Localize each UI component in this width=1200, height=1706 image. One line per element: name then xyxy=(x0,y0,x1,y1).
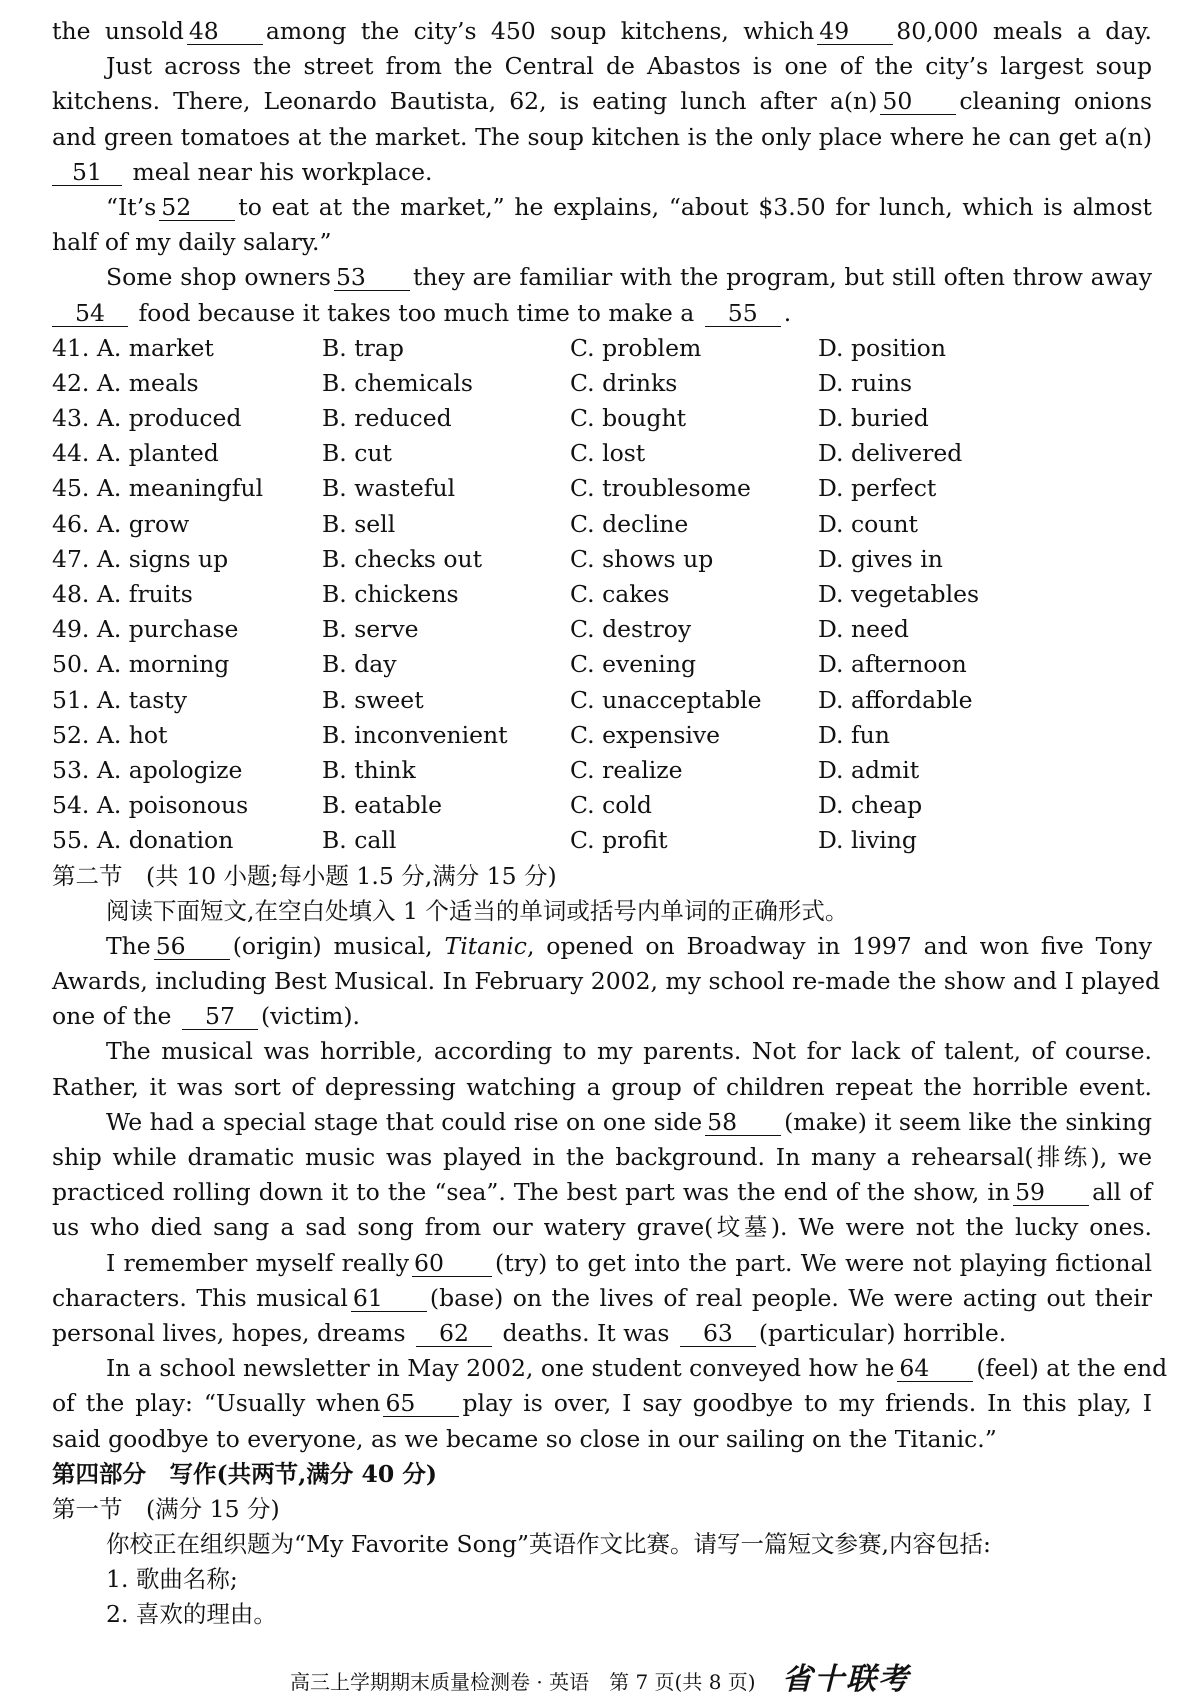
text: one of the xyxy=(52,1002,172,1031)
text: . xyxy=(783,298,792,327)
option-c: C. decline xyxy=(570,509,689,538)
option-row xyxy=(52,471,1152,506)
option-b: B. eatable xyxy=(322,791,443,820)
option-row xyxy=(52,612,1152,647)
passage-line: The musical was horrible, according to my parents. Not for lack of talent, of course. xyxy=(106,1037,1152,1066)
option-row xyxy=(52,436,1152,471)
text: personal lives, hopes, dreams xyxy=(52,1318,406,1347)
option-d: D. perfect xyxy=(818,474,937,503)
passage-line xyxy=(52,84,1152,119)
option-b: B. reduced xyxy=(322,404,452,433)
option-d: D. afternoon xyxy=(818,650,967,679)
option-c: C. destroy xyxy=(570,615,692,644)
blank-56: 56 xyxy=(154,933,230,960)
option-row xyxy=(52,753,1152,788)
text: they are familiar with the program, but still often throw away xyxy=(412,263,1152,292)
passage-line xyxy=(52,1316,1152,1351)
footer-text: 高三上学期期末质量检测卷 · 英语 第 7 页(共 8 页) xyxy=(290,1670,756,1694)
option-a: 54. A. poisonous xyxy=(52,791,249,820)
passage-line: us who died sang a sad song from our watery grave(坟墓). We were not the lucky ones. xyxy=(52,1213,1152,1242)
option-c: C. problem xyxy=(570,333,702,362)
text: practiced rolling down it to the “sea”. The best part was the end of the show, in xyxy=(52,1178,1011,1207)
text: the unsold xyxy=(52,17,184,45)
text: to eat at the market,” he explains, “about $3.50 for lunch, which is almost xyxy=(238,192,1152,221)
option-a: 51. A. tasty xyxy=(52,685,187,714)
option-a: 46. A. grow xyxy=(52,509,190,538)
option-a: 47. A. signs up xyxy=(52,544,229,573)
blank-60: 60 xyxy=(412,1250,492,1277)
option-row xyxy=(52,683,1152,718)
option-b: B. cut xyxy=(322,439,392,468)
passage-line: said goodbye to everyone, as we became so close in our sailing on the Titanic.” xyxy=(52,1424,997,1453)
blank-51: 51 xyxy=(52,159,122,186)
option-c: C. realize xyxy=(570,755,683,784)
passage-line xyxy=(52,1281,1152,1316)
option-d: D. count xyxy=(818,509,918,538)
option-b: B. think xyxy=(322,755,416,784)
text: kitchens. There, Leonardo Bautista, 62, is eating lunch after a(n) xyxy=(52,87,878,116)
option-a: 45. A. meaningful xyxy=(52,474,264,503)
option-row xyxy=(52,401,1152,436)
option-c: C. unacceptable xyxy=(570,685,762,714)
text: play is over, I say goodbye to my friends. In this play, I xyxy=(462,1389,1152,1418)
text: “It’s xyxy=(106,192,157,221)
option-row xyxy=(52,788,1152,823)
blank-48: 48 xyxy=(187,18,263,45)
text: (victim). xyxy=(260,1002,360,1031)
text: (origin) musical, xyxy=(232,931,433,960)
option-b: B. trap xyxy=(322,333,404,362)
prompt-item: 2. 喜欢的理由。 xyxy=(106,1600,277,1629)
option-d: D. buried xyxy=(818,404,929,433)
option-a: 49. A. purchase xyxy=(52,615,239,644)
option-c: C. expensive xyxy=(570,720,721,749)
text: (try) to get into the part. We were not playing fictional xyxy=(495,1248,1152,1277)
passage-line xyxy=(52,1351,1168,1386)
option-a: 53. A. apologize xyxy=(52,755,243,784)
text: , opened on Broadway in 1997 and won five Tony xyxy=(526,931,1152,960)
blank-61: 61 xyxy=(351,1285,427,1312)
exam-brand-logo: 省十联考 xyxy=(781,1662,910,1697)
text: food because it takes too much time to make a xyxy=(138,298,695,327)
passage-line: and green tomatoes at the market. The soup kitchen is the only place where he can get a(n) xyxy=(52,122,1152,151)
blank-63: 63 xyxy=(680,1320,756,1347)
text: I remember myself really xyxy=(106,1248,410,1277)
option-b: B. serve xyxy=(322,615,419,644)
passage-line xyxy=(52,929,1152,964)
text: (base) on the lives of real people. We were acting out their xyxy=(429,1283,1152,1312)
option-d: D. delivered xyxy=(818,439,963,468)
option-c: C. troublesome xyxy=(570,474,751,503)
passage-line: Rather, it was sort of depressing watching a group of children repeat the horrible event. xyxy=(52,1072,1152,1101)
passage-line xyxy=(52,260,1152,295)
option-a: 43. A. produced xyxy=(52,404,242,433)
option-c: C. shows up xyxy=(570,544,714,573)
passage-line: ship while dramatic music was played in the background. In many a rehearsal(排练), we xyxy=(52,1143,1152,1171)
option-a: 42. A. meals xyxy=(52,368,199,397)
option-a: 52. A. hot xyxy=(52,720,168,749)
option-c: C. bought xyxy=(570,404,687,433)
option-c: C. lost xyxy=(570,439,646,468)
option-row xyxy=(52,718,1152,753)
blank-65: 65 xyxy=(383,1390,459,1417)
text: cleaning onions xyxy=(959,87,1152,116)
option-d: D. vegetables xyxy=(818,580,980,608)
text: In a school newsletter in May 2002, one student conveyed how he xyxy=(106,1354,895,1383)
option-c: C. cold xyxy=(570,791,652,820)
option-d: D. living xyxy=(818,826,917,855)
option-b: B. checks out xyxy=(322,544,483,573)
passage-line xyxy=(52,1246,1152,1281)
option-a: 41. A. market xyxy=(52,333,214,362)
option-row xyxy=(52,331,1152,366)
passage-line xyxy=(52,190,1152,225)
text: 80,000 meals a day. xyxy=(896,17,1152,45)
text: (particular) horrible. xyxy=(758,1318,1007,1347)
blank-53: 53 xyxy=(334,264,410,291)
option-b: B. day xyxy=(322,650,397,679)
prompt-item: 1. 歌曲名称; xyxy=(106,1565,238,1594)
option-row xyxy=(52,366,1152,401)
option-b: B. chemicals xyxy=(322,368,473,397)
text: deaths. It was xyxy=(502,1318,670,1347)
option-a: 44. A. planted xyxy=(52,439,219,468)
passage-line xyxy=(52,999,1152,1034)
option-row xyxy=(52,577,1152,612)
text: (feel) at the end xyxy=(976,1354,1168,1383)
passage-line: half of my daily salary.” xyxy=(52,228,332,257)
text: Some shop owners xyxy=(106,263,331,292)
text: all of xyxy=(1092,1178,1152,1207)
option-c: C. cakes xyxy=(570,580,670,608)
passage-line xyxy=(52,14,1152,49)
passage-line xyxy=(52,1105,1152,1140)
passage-line: Just across the street from the Central de Abastos is one of the city’s largest soup xyxy=(106,52,1152,81)
passage-line xyxy=(52,155,1152,190)
blank-57: 57 xyxy=(182,1003,258,1030)
text: characters. This musical xyxy=(52,1283,348,1312)
passage-line xyxy=(52,296,1152,331)
option-b: B. call xyxy=(322,826,397,855)
passage-line: Awards, including Best Musical. In February 2002, my school re-made the show and I played xyxy=(52,967,1161,996)
text: (make) it seem like the sinking xyxy=(784,1107,1152,1136)
text: among the city’s 450 soup kitchens, which xyxy=(265,17,815,45)
option-b: B. inconvenient xyxy=(322,720,508,749)
option-d: D. position xyxy=(818,333,946,362)
option-c: C. drinks xyxy=(570,368,678,397)
blank-49: 49 xyxy=(817,18,893,45)
text: The xyxy=(106,931,151,960)
text: of the play: “Usually when xyxy=(52,1389,381,1418)
option-d: D. gives in xyxy=(818,544,943,573)
blank-50: 50 xyxy=(880,88,956,115)
option-b: B. wasteful xyxy=(322,474,456,503)
options-list xyxy=(52,331,1152,859)
option-d: D. affordable xyxy=(818,685,973,714)
option-a: 48. A. fruits xyxy=(52,580,193,608)
blank-58: 58 xyxy=(705,1109,781,1136)
option-d: D. fun xyxy=(818,720,890,749)
blank-62: 62 xyxy=(416,1320,492,1347)
option-d: D. need xyxy=(818,615,909,644)
option-d: D. cheap xyxy=(818,791,923,820)
option-b: B. sell xyxy=(322,509,396,538)
option-c: C. evening xyxy=(570,650,697,679)
blank-52: 52 xyxy=(159,194,235,221)
blank-64: 64 xyxy=(897,1355,973,1382)
text: meal near his workplace. xyxy=(132,157,433,186)
blank-54: 54 xyxy=(52,300,128,327)
section-heading: 第二节 (共 10 小题;每小题 1.5 分,满分 15 分) xyxy=(52,861,557,890)
page-footer xyxy=(0,1660,1200,1700)
section-heading: 第一节 (满分 15 分) xyxy=(52,1494,280,1523)
part-heading: 第四部分 写作(共两节,满分 40 分) xyxy=(52,1459,437,1488)
blank-55: 55 xyxy=(705,300,781,327)
option-d: D. ruins xyxy=(818,368,913,397)
passage-line xyxy=(52,1386,1152,1421)
option-b: B. sweet xyxy=(322,685,424,714)
option-a: 50. A. morning xyxy=(52,650,230,679)
passage-line xyxy=(52,1175,1152,1210)
option-a: 55. A. donation xyxy=(52,826,234,855)
blank-59: 59 xyxy=(1013,1179,1089,1206)
option-row xyxy=(52,823,1152,858)
option-d: D. admit xyxy=(818,755,920,784)
musical-title: Titanic xyxy=(444,931,527,960)
exam-page xyxy=(52,14,1168,1633)
option-row xyxy=(52,647,1152,682)
option-row xyxy=(52,542,1152,577)
writing-prompt: 你校正在组织题为“My Favorite Song”英语作文比赛。请写一篇短文参赛,内容包括: xyxy=(106,1530,991,1559)
section-instruction: 阅读下面短文,在空白处填入 1 个适当的单词或括号内单词的正确形式。 xyxy=(106,896,849,925)
option-c: C. profit xyxy=(570,826,668,855)
option-row xyxy=(52,507,1152,542)
text: We had a special stage that could rise on one side xyxy=(106,1107,703,1136)
option-b: B. chickens xyxy=(322,580,459,608)
